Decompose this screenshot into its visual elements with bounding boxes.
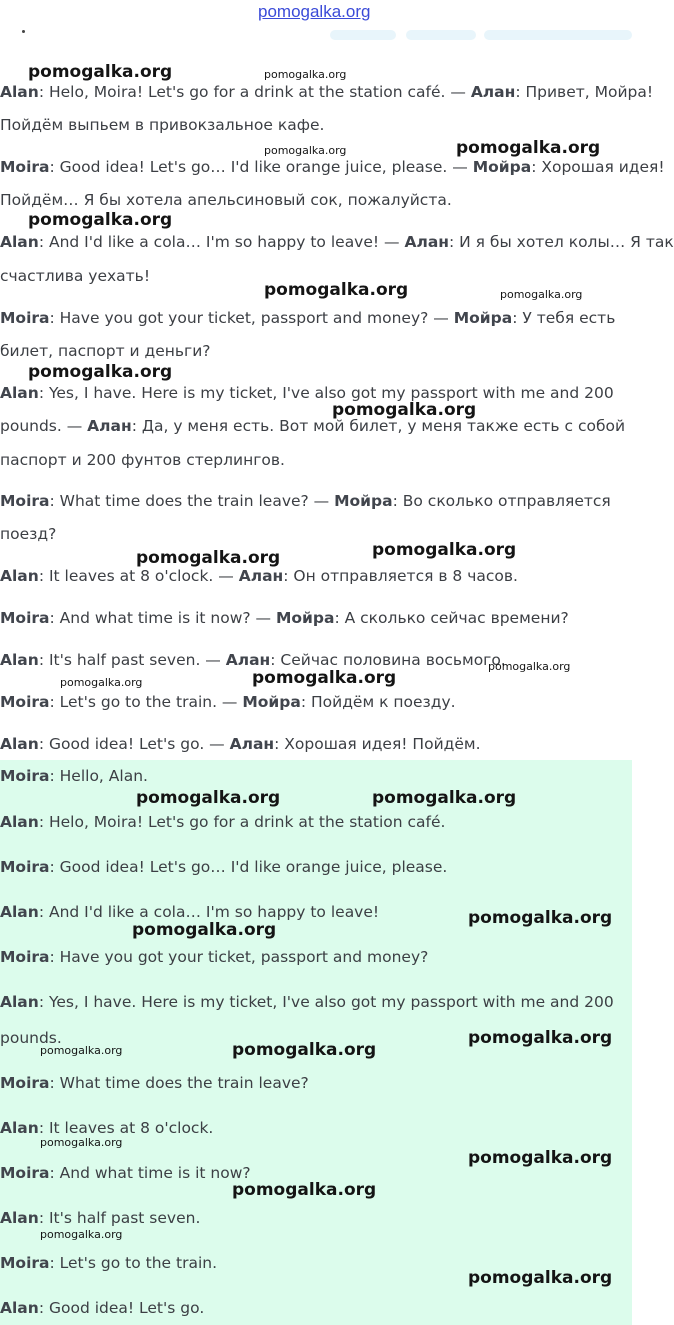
speaker-name: Alan [0, 567, 39, 585]
line-text: : Yes, I have. Here is my ticket, I've also got my passport with me and 200 [38, 993, 614, 1011]
watermark: pomogalka.org [136, 548, 281, 568]
speaker-name: Мойра [275, 609, 335, 627]
speaker-name: Мойра [453, 309, 513, 327]
line-text: : Have you got your ticket, passport and money? — [49, 309, 454, 327]
line-text: : Good idea! Let's go. — [38, 735, 230, 753]
watermark: pomogalka.org [28, 62, 173, 82]
translation-line [0, 232, 674, 252]
line-text: : Сейчас половина восьмого. [270, 651, 506, 669]
line-text: : What time does the train leave? — [49, 492, 335, 510]
speaker-name: Алан [404, 233, 449, 251]
line-text: pounds. [0, 1029, 62, 1047]
line-text: счастлива уехать! [0, 267, 151, 285]
speaker-name: Alan [0, 233, 39, 251]
translation-line [0, 341, 211, 361]
line-text: : And I'd like a cola… I'm so happy to leave! [38, 903, 380, 921]
site-link[interactable]: pomogalka.org [258, 2, 371, 21]
watermark: pomogalka.org [136, 788, 281, 808]
watermark: pomogalka.org [40, 1136, 123, 1149]
speaker-name: Alan [0, 1209, 39, 1227]
line-text: : And what time is it now? [49, 1164, 251, 1182]
speaker-name: Alan [0, 1119, 39, 1137]
speaker-name: Moira [0, 1074, 50, 1092]
watermark: pomogalka.org [40, 1228, 123, 1241]
translation-line [0, 450, 285, 470]
speaker-name: Мойра [334, 492, 393, 510]
speaker-name: Alan [0, 813, 39, 831]
speaker-name: Alan [0, 993, 39, 1011]
dialogue-line [0, 947, 428, 967]
speaker-name: Alan [0, 83, 39, 101]
line-text: : Хорошая идея! [531, 158, 665, 176]
speaker-name: Moira [0, 767, 50, 785]
speaker-name: Alan [0, 651, 39, 669]
watermark: pomogalka.org [28, 210, 173, 230]
translation-line [0, 566, 518, 586]
speaker-name: Мойра [242, 693, 301, 711]
translation-line [0, 650, 506, 670]
line-text: : Have you got your ticket, passport and money? [49, 948, 429, 966]
line-text: : Yes, I have. Here is my ticket, I've also got my passport with me and 200 [38, 384, 614, 402]
line-text: : It leaves at 8 o'clock. — [38, 567, 239, 585]
watermark: pomogalka.org [468, 1028, 613, 1048]
line-text: : У тебя есть [512, 309, 616, 327]
speaker-name: Moira [0, 492, 50, 510]
tab-pill[interactable] [406, 30, 476, 40]
translation-line [0, 608, 569, 628]
watermark: pomogalka.org [456, 138, 601, 158]
watermark: pomogalka.org [488, 660, 571, 673]
tab-pill[interactable] [330, 30, 396, 40]
watermark: pomogalka.org [264, 144, 347, 157]
speaker-name: Moira [0, 609, 50, 627]
speaker-name: Moira [0, 158, 50, 176]
line-text: поезд? [0, 525, 57, 543]
speaker-name: Alan [0, 903, 39, 921]
bullet-dot-icon [22, 30, 25, 33]
line-text: : Hello, Alan. [49, 767, 148, 785]
translation-line [0, 491, 611, 511]
speaker-name: Moira [0, 693, 50, 711]
translation-line [0, 266, 150, 286]
speaker-name: Alan [0, 384, 39, 402]
top-bar [0, 0, 632, 58]
dialogue-line [0, 992, 614, 1012]
line-text: билет, паспорт и деньги? [0, 342, 211, 360]
dialogue-line [0, 1118, 213, 1138]
speaker-name: Алан [225, 651, 271, 669]
line-text: : А сколько сейчас времени? [334, 609, 569, 627]
watermark: pomogalka.org [372, 788, 517, 808]
dialogue-line [0, 1298, 204, 1318]
watermark: pomogalka.org [332, 400, 477, 420]
dialogue-line [0, 1253, 217, 1273]
line-text: pounds. — [0, 417, 88, 435]
watermark: pomogalka.org [60, 676, 143, 689]
speaker-name: Алан [470, 83, 516, 101]
translation-line [0, 308, 615, 328]
speaker-name: Moira [0, 309, 50, 327]
translation-line [0, 190, 452, 210]
line-text: : Good idea! Let's go… I'd like orange juice, please. — [49, 158, 473, 176]
translation-line [0, 416, 625, 436]
watermark: pomogalka.org [252, 668, 397, 688]
speaker-name: Moira [0, 1164, 50, 1182]
line-text: : What time does the train leave? [49, 1074, 309, 1092]
watermark: pomogalka.org [232, 1180, 377, 1200]
translation-line [0, 115, 324, 135]
dialogue-line [0, 1073, 309, 1093]
dialogue-line [0, 902, 379, 922]
line-text: паспорт и 200 фунтов стерлингов. [0, 451, 285, 469]
dialogue-line [0, 857, 447, 877]
translation-line [0, 383, 614, 403]
line-text: : И я бы хотел колы… Я так [449, 233, 674, 251]
line-text: : Да, у меня есть. Вот мой билет, у меня также есть с собой [131, 417, 626, 435]
speaker-name: Алан [238, 567, 284, 585]
watermark: pomogalka.org [468, 1148, 613, 1168]
line-text: Пойдём… Я бы хотела апельсиновый сок, пожалуйста. [0, 191, 452, 209]
speaker-name: Alan [0, 1299, 39, 1317]
translation-line [0, 524, 56, 544]
line-text: : Let's go to the train. [49, 1254, 217, 1272]
speaker-name: Алан [229, 735, 275, 753]
line-text: : And what time is it now? — [49, 609, 276, 627]
line-text: : Good idea! Let's go. [38, 1299, 205, 1317]
dialogue-line [0, 766, 148, 786]
watermark: pomogalka.org [40, 1044, 123, 1057]
translation-line [0, 692, 456, 712]
line-text: : It's half past seven. [38, 1209, 201, 1227]
speaker-name: Алан [87, 417, 132, 435]
line-text: : Пойдём к поезду. [300, 693, 456, 711]
dialogue-line [0, 812, 445, 832]
watermark: pomogalka.org [468, 1268, 613, 1288]
line-text: : Helo, Moira! Let's go for a drink at the station café. — [38, 83, 471, 101]
speaker-name: Мойра [472, 158, 532, 176]
watermark: pomogalka.org [28, 362, 173, 382]
watermark: pomogalka.org [500, 288, 583, 301]
dialogue-line [0, 1163, 251, 1183]
dialogue-line [0, 1208, 200, 1228]
line-text: : It leaves at 8 o'clock. [38, 1119, 214, 1137]
speaker-name: Alan [0, 735, 39, 753]
speaker-name: Moira [0, 948, 50, 966]
line-text: : Привет, Мойра! [515, 83, 654, 101]
line-text: : Он отправляется в 8 часов. [283, 567, 518, 585]
speaker-name: Moira [0, 858, 50, 876]
tab-pill[interactable] [484, 30, 632, 40]
watermark: pomogalka.org [264, 68, 347, 81]
line-text: : Let's go to the train. — [49, 693, 243, 711]
watermark: pomogalka.org [232, 1040, 377, 1060]
line-text: : And I'd like a cola… I'm so happy to leave! — [38, 233, 405, 251]
watermark: pomogalka.org [264, 280, 409, 300]
watermark: pomogalka.org [372, 540, 517, 560]
line-text: : It's half past seven. — [38, 651, 226, 669]
line-text: : Helo, Moira! Let's go for a drink at the station café. [38, 813, 446, 831]
line-text: : Во сколько отправляется [392, 492, 611, 510]
line-text: : Хорошая идея! Пойдём. [274, 735, 481, 753]
translation-line [0, 157, 665, 177]
line-text: : Good idea! Let's go… I'd like orange juice, please. [49, 858, 448, 876]
watermark: pomogalka.org [132, 920, 277, 940]
translation-line [0, 82, 653, 102]
speaker-name: Moira [0, 1254, 50, 1272]
translation-line [0, 734, 481, 754]
watermark: pomogalka.org [468, 908, 613, 928]
line-text: Пойдём выпьем в привокзальное кафе. [0, 116, 325, 134]
